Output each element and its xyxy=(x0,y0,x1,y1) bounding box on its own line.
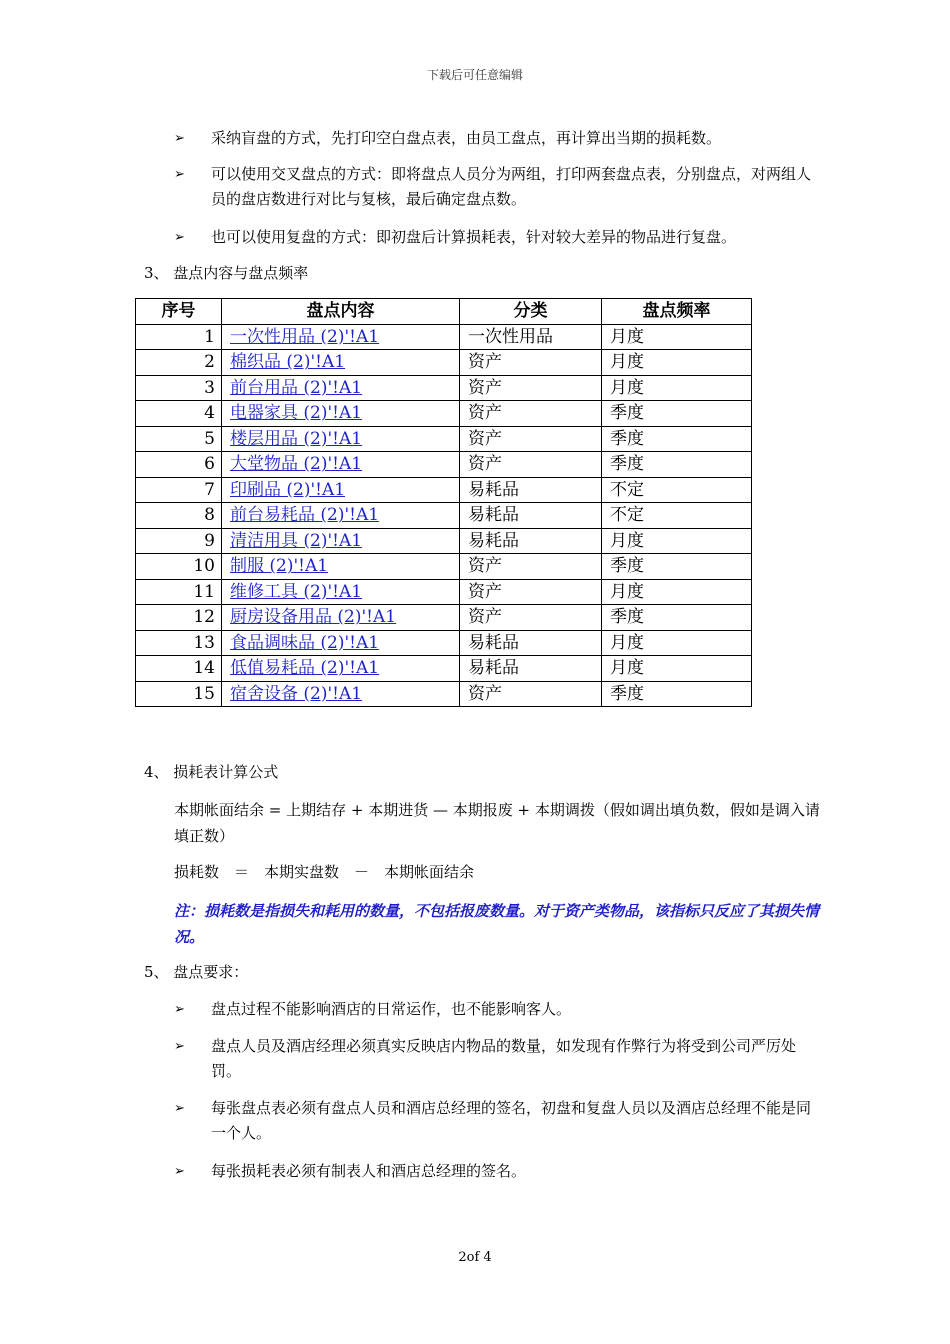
content-link[interactable]: 大堂物品 (2)'!A1 xyxy=(230,454,363,475)
bullet-text: 每张损耗表必须有制表人和酒店总经理的签名。 xyxy=(211,1162,527,1180)
category-cell: 资产 xyxy=(460,579,602,605)
content-cell xyxy=(222,401,460,427)
row-number: 4 xyxy=(136,401,222,427)
content-link[interactable]: 维修工具 (2)'!A1 xyxy=(230,581,363,602)
frequency-cell: 不定 xyxy=(602,477,752,503)
table-row xyxy=(136,324,752,350)
frequency-cell: 月度 xyxy=(602,656,752,682)
row-number: 11 xyxy=(136,579,222,605)
frequency-cell: 不定 xyxy=(602,503,752,529)
arrow-bullet-icon: ➢ xyxy=(174,1101,185,1116)
arrow-bullet-icon: ➢ xyxy=(174,1039,185,1054)
content-link[interactable]: 前台用品 (2)'!A1 xyxy=(230,377,363,398)
category-cell: 易耗品 xyxy=(460,528,602,554)
content-cell xyxy=(222,350,460,376)
table-row xyxy=(136,579,752,605)
frequency-cell: 季度 xyxy=(602,605,752,631)
section-heading-5: 5、 盘点要求： xyxy=(144,963,249,981)
table-row xyxy=(136,528,752,554)
frequency-cell: 月度 xyxy=(602,579,752,605)
content-link[interactable]: 食品调味品 (2)'!A1 xyxy=(230,632,380,653)
row-number: 14 xyxy=(136,656,222,682)
category-cell: 资产 xyxy=(460,375,602,401)
formula-loss: 损耗数 ＝ 本期实盘数 － 本期帐面结余 xyxy=(174,863,475,881)
frequency-cell: 月度 xyxy=(602,528,752,554)
bullet-item xyxy=(174,1159,824,1184)
frequency-cell: 季度 xyxy=(602,554,752,580)
table-row xyxy=(136,350,752,376)
page-header: 下载后可任意编辑 xyxy=(426,68,523,82)
frequency-cell: 月度 xyxy=(602,630,752,656)
bullet-item xyxy=(174,225,824,250)
arrow-bullet-icon: ➢ xyxy=(174,1164,185,1179)
row-number: 7 xyxy=(136,477,222,503)
row-number: 10 xyxy=(136,554,222,580)
content-link[interactable]: 清洁用具 (2)'!A1 xyxy=(230,530,363,551)
arrow-bullet-icon: ➢ xyxy=(174,1002,185,1017)
content-link[interactable]: 低值易耗品 (2)'!A1 xyxy=(230,658,380,679)
frequency-cell: 季度 xyxy=(602,681,752,707)
row-number: 1 xyxy=(136,324,222,350)
row-number: 13 xyxy=(136,630,222,656)
content-cell xyxy=(222,554,460,580)
arrow-bullet-icon: ➢ xyxy=(174,167,185,182)
frequency-cell: 季度 xyxy=(602,401,752,427)
row-number: 9 xyxy=(136,528,222,554)
column-header-no: 序号 xyxy=(136,299,222,325)
category-cell: 资产 xyxy=(460,401,602,427)
row-number: 6 xyxy=(136,452,222,478)
category-cell: 资产 xyxy=(460,426,602,452)
content-cell xyxy=(222,426,460,452)
table-row xyxy=(136,605,752,631)
category-cell: 资产 xyxy=(460,452,602,478)
category-cell: 易耗品 xyxy=(460,503,602,529)
bullet-item xyxy=(174,162,824,212)
content-cell xyxy=(222,375,460,401)
table-row xyxy=(136,452,752,478)
table-row xyxy=(136,503,752,529)
bullet-text: 也可以使用复盘的方式：即初盘后计算损耗表，针对较大差异的物品进行复盘。 xyxy=(211,228,737,246)
table-header-row xyxy=(136,299,752,325)
content-link[interactable]: 印刷品 (2)'!A1 xyxy=(230,479,346,500)
content-cell xyxy=(222,630,460,656)
frequency-cell: 月度 xyxy=(602,350,752,376)
category-cell: 资产 xyxy=(460,350,602,376)
column-header-content: 盘点内容 xyxy=(222,299,460,325)
arrow-bullet-icon: ➢ xyxy=(174,230,185,245)
bullet-text: 采纳盲盘的方式，先打印空白盘点表，由员工盘点，再计算出当期的损耗数。 xyxy=(211,129,722,147)
table-row xyxy=(136,401,752,427)
category-cell: 一次性用品 xyxy=(460,324,602,350)
category-cell: 易耗品 xyxy=(460,656,602,682)
frequency-cell: 季度 xyxy=(602,452,752,478)
row-number: 5 xyxy=(136,426,222,452)
category-cell: 易耗品 xyxy=(460,630,602,656)
table-row xyxy=(136,681,752,707)
table-row xyxy=(136,656,752,682)
category-cell: 资产 xyxy=(460,554,602,580)
section-heading-3: 3、 盘点内容与盘点频率 xyxy=(144,264,309,282)
content-link[interactable]: 棉织品 (2)'!A1 xyxy=(230,352,346,373)
bullet-item xyxy=(174,126,824,151)
content-cell xyxy=(222,452,460,478)
content-cell xyxy=(222,579,460,605)
table-row xyxy=(136,375,752,401)
formula-balance: 本期帐面结余 = 上期结存 + 本期进货 — 本期报废 + 本期调拨（假如调出填负数，假如是调入请填正数） xyxy=(174,801,820,845)
content-link[interactable]: 前台易耗品 (2)'!A1 xyxy=(230,505,380,526)
note-text: 注：损耗数是指损失和耗用的数量，不包括报废数量。对于资产类物品，该指标只反应了其损失情况。 xyxy=(174,902,820,946)
content-cell xyxy=(222,528,460,554)
content-cell xyxy=(222,503,460,529)
row-number: 8 xyxy=(136,503,222,529)
table-row xyxy=(136,630,752,656)
content-cell xyxy=(222,477,460,503)
section-heading-4: 4、 损耗表计算公式 xyxy=(144,763,279,781)
table-row xyxy=(136,554,752,580)
content-cell xyxy=(222,605,460,631)
content-link[interactable]: 楼层用品 (2)'!A1 xyxy=(230,428,363,449)
arrow-bullet-icon: ➢ xyxy=(174,131,185,146)
content-link[interactable]: 制服 (2)'!A1 xyxy=(230,556,329,577)
bullet-text: 盘点过程不能影响酒店的日常运作，也不能影响客人。 xyxy=(211,1000,572,1018)
content-link[interactable]: 厨房设备用品 (2)'!A1 xyxy=(230,607,397,628)
frequency-cell: 季度 xyxy=(602,426,752,452)
bullet-item xyxy=(174,997,824,1022)
content-cell xyxy=(222,324,460,350)
content-link[interactable]: 电器家具 (2)'!A1 xyxy=(230,403,363,424)
row-number: 3 xyxy=(136,375,222,401)
bullet-text: 盘点人员及酒店经理必须真实反映店内物品的数量，如发现有作弊行为将受到公司严厉处罚。 xyxy=(211,1037,797,1080)
bullet-item xyxy=(174,1034,824,1084)
category-cell: 资产 xyxy=(460,605,602,631)
table-row xyxy=(136,477,752,503)
column-header-frequency: 盘点频率 xyxy=(602,299,752,325)
content-link[interactable]: 一次性用品 (2)'!A1 xyxy=(230,326,380,347)
table-row xyxy=(136,426,752,452)
frequency-cell: 月度 xyxy=(602,375,752,401)
bullet-text: 每张盘点表必须有盘点人员和酒店总经理的签名，初盘和复盘人员以及酒店总经理不能是同一个人。 xyxy=(211,1099,812,1142)
page-number: 2of 4 xyxy=(458,1250,492,1265)
bullet-text: 可以使用交叉盘点的方式：即将盘点人员分为两组，打印两套盘点表，分别盘点，对两组人员的盘店数进行对比与复核，最后确定盘点数。 xyxy=(211,165,812,208)
column-header-category: 分类 xyxy=(460,299,602,325)
content-cell xyxy=(222,656,460,682)
content-cell xyxy=(222,681,460,707)
category-cell: 易耗品 xyxy=(460,477,602,503)
row-number: 12 xyxy=(136,605,222,631)
frequency-cell: 月度 xyxy=(602,324,752,350)
row-number: 2 xyxy=(136,350,222,376)
category-cell: 资产 xyxy=(460,681,602,707)
row-number: 15 xyxy=(136,681,222,707)
inventory-table xyxy=(135,298,752,707)
content-link[interactable]: 宿舍设备 (2)'!A1 xyxy=(230,683,363,704)
bullet-item xyxy=(174,1096,824,1146)
